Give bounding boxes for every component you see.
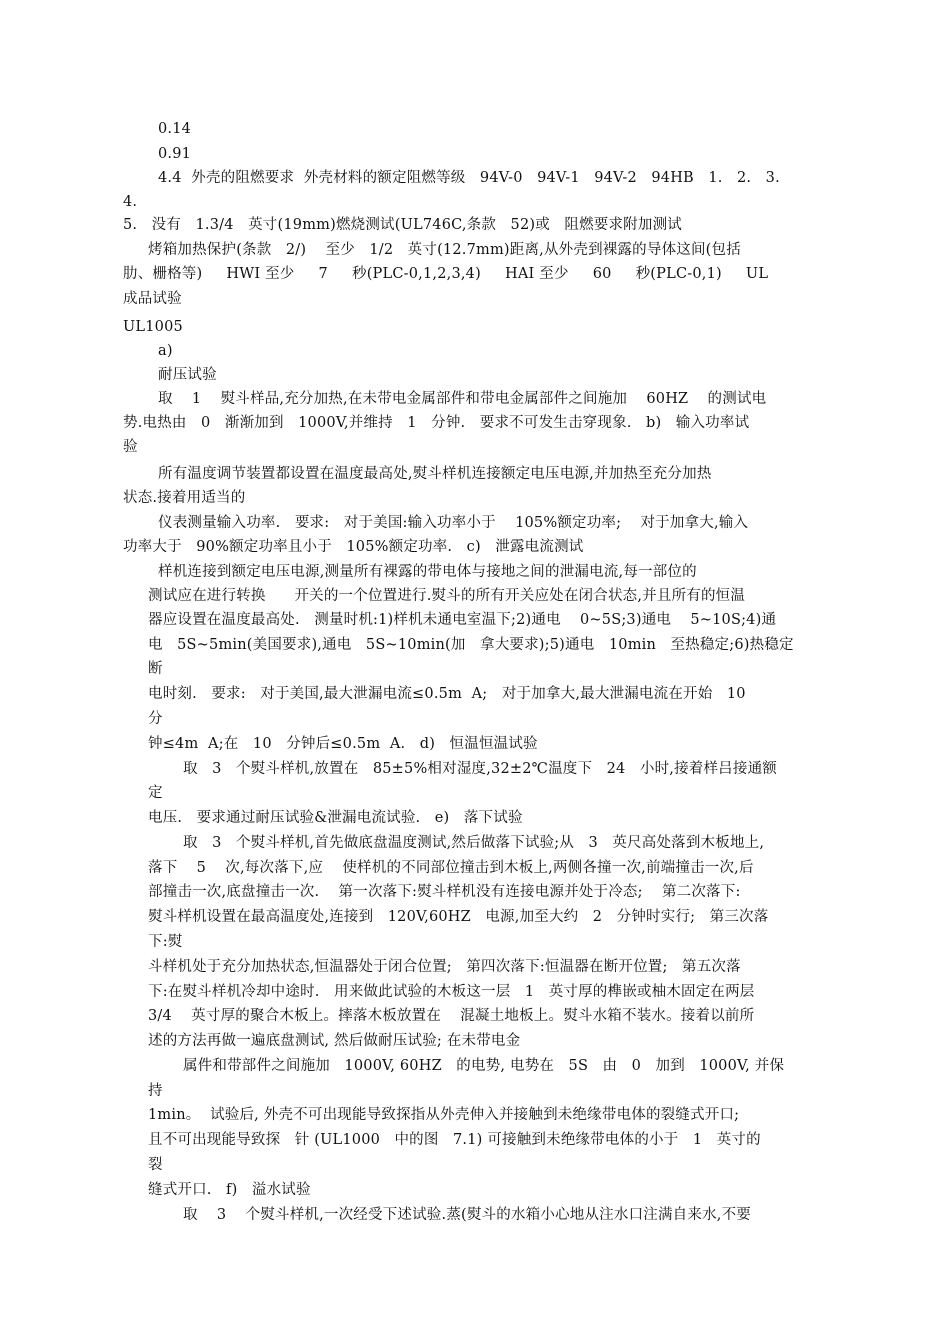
text-line: 测试应在进行转换 开关的一个位置进行.熨斗的所有开关应处在闭合状态,并且所有的恒温 [148,588,746,604]
text-line: 样机连接到额定电压电源,测量所有裸露的带电体与接地之间的泄漏电流,每一部位的 [158,564,697,580]
text-line: 势.电热由 0 渐渐加到 1000V,并维持 1 分钟. 要求不可发生击穿现象. b) 输入功率试 [123,415,750,431]
text-line: UL1005 [123,319,183,335]
text-line: 仪表测量输入功率. 要求: 对于美国:输入功率小于 105%额定功率; 对于加拿大,输入 [158,515,749,531]
text-line: 取 3 个熨斗样机,一次经受下述试验.蒸(熨斗的水箱小心地从注水口注满自来水,不要 [183,1207,751,1223]
text-line: 电 5S~5min(美国要求),通电 5S~10min(加 拿大要求);5)通电 10min 至热稳定;6)热稳定 [148,637,794,653]
text-line: 部撞击一次,底盘撞击一次. 第一次落下:熨斗样机没有连接电源并处于冷态; 第二次落下: [148,884,741,900]
text-line: 4.4 外壳的阻燃要求 外壳材料的额定阻燃等级 94V-0 94V-1 94V-2 94HB 1. 2. 3. [158,170,780,186]
text-line: 取 3 个熨斗样机,首先做底盘温度测试,然后做落下试验;从 3 英尺高处落到木板地上, [183,835,765,851]
text-line: 验 [123,439,138,455]
text-line: 功率大于 90%额定功率且小于 105%额定功率. c) 泄露电流测试 [123,539,584,555]
text-line: 取 1 熨斗样品,充分加热,在未带电金属部件和带电金属部件之间施加 60HZ 的测试电 [158,391,767,407]
text-line: 熨斗样机设置在最高温度处,连接到 120V,60HZ 电源,加至大约 2 分钟时实行; 第三次落 [148,909,769,925]
text-line: a) [158,343,173,359]
text-line: 耐压试验 [158,367,217,383]
text-line: 电时刻. 要求: 对于美国,最大泄漏电流≤0.5m A; 对于加拿大,最大泄漏电流在开始 10 [148,686,746,702]
text-line: 1min。 试验后, 外壳不可出现能导致探指从外壳伸入并接触到未绝缘带电体的裂缝式开口; [148,1107,740,1123]
text-line: 下:在熨斗样机冷却中途时. 用来做此试验的木板这一层 1 英寸厚的榫嵌或柚木固定在两层 [148,984,755,1000]
text-line: 分 [148,711,163,727]
text-line: 持 [148,1083,163,1099]
text-line: 所有温度调节装置都设置在温度最高处,熨斗样机连接额定电压电源,并加热至充分加热 [158,466,712,482]
text-line: 落下 5 次,每次落下,应 使样机的不同部位撞击到木板上,两侧各撞一次,前端撞击一次,后 [148,860,754,876]
text-line: 取 3 个熨斗样机,放置在 85±5%相对湿度,32±2℃温度下 24 小时,接着样吕接通额 [183,761,777,777]
text-line: 状态.接着用适当的 [123,490,246,506]
text-line: 斗样机处于充分加热状态,恒温器处于闭合位置; 第四次落下:恒温器在断开位置; 第五次落 [148,959,741,975]
text-line: 0.14 [158,121,192,137]
text-line: 器应设置在温度最高处. 测量时机:1)样机未通电室温下;2)通电 0~5S;3)通电 5~10S;4)通 [148,612,777,628]
text-line: 烤箱加热保护(条款 2/) 至少 1/2 英寸(12.7mm)距离,从外壳到裸露的导体这间(包括 [148,242,741,258]
text-line: 属件和带部件之间施加 1000V, 60HZ 的电势, 电势在 5S 由 0 加到 1000V, 并保 [183,1058,785,1074]
text-line: 肋、栅格等) HWI 至少 7 秒(PLC-0,1,2,3,4) HAI 至少 60 秒(PLC-0,1) UL [123,266,769,282]
text-line: 4. [123,194,138,210]
text-line: 定 [148,785,163,801]
text-line: 3/4 英寸厚的聚合木板上。摔落木板放置在 混凝土地板上。熨斗水箱不装水。接着以前所 [148,1008,755,1024]
text-line: 下:熨 [148,934,183,950]
text-line: 钟≤4m A;在 10 分钟后≤0.5m A. d) 恒温恒温试验 [148,736,538,752]
text-line: 述的方法再做一遍底盘测试, 然后做耐压试验; 在未带电金 [148,1033,521,1049]
text-line: 5. 没有 1.3/4 英寸(19mm)燃烧测试(UL746C,条款 52)或 阻燃要求附加测试 [123,217,682,233]
text-line: 裂 [148,1157,163,1173]
text-line: 0.91 [158,146,192,162]
text-line: 电压. 要求通过耐压试验&泄漏电流试验. e) 落下试验 [148,810,523,826]
text-line: 缝式开口. f) 溢水试验 [148,1182,311,1198]
text-line: 断 [148,661,163,677]
text-line: 成品试验 [123,291,182,307]
text-line: 且不可出现能导致探 针 (UL1000 中的图 7.1) 可接触到未绝缘带电体的小于 1 英寸的 [148,1132,761,1148]
